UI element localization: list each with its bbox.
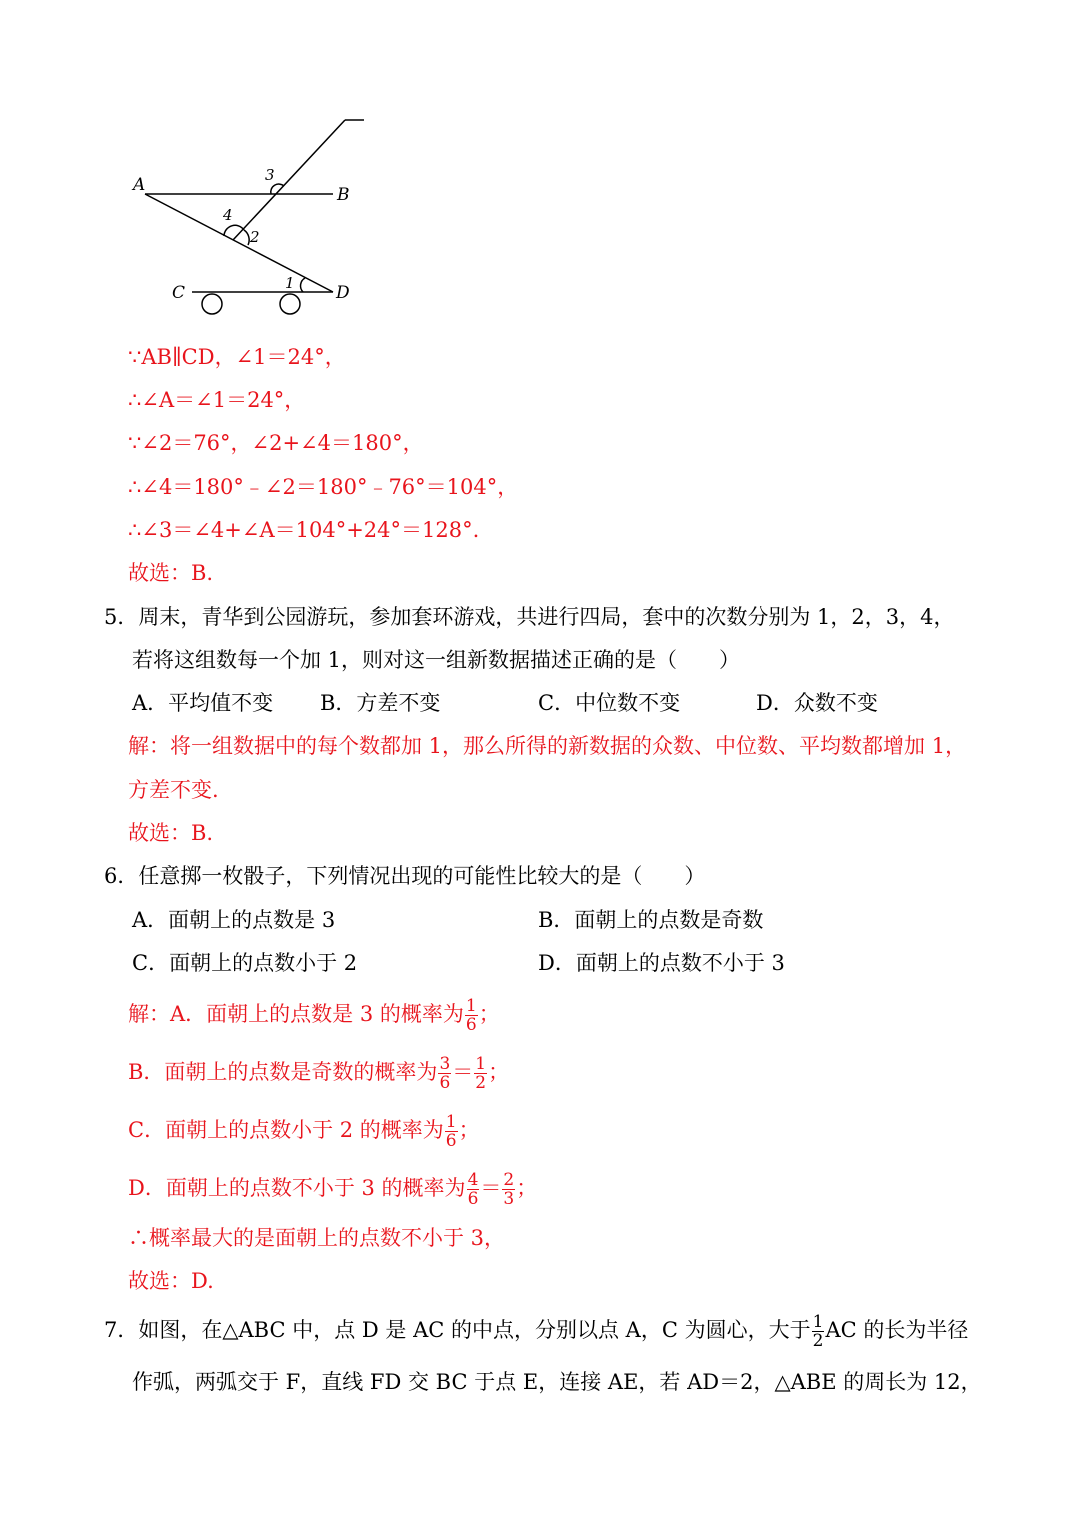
label-angle-4: 4: [223, 206, 233, 224]
fraction-denominator: 3: [503, 1189, 515, 1209]
q5-solution-line-1: 解：将一组数据中的每个数都加 1，那么所得的新数据的众数、中位数、平均数都增加 1，: [128, 734, 967, 758]
fraction-numerator: 1: [445, 1112, 457, 1132]
q6-option-d: D．面朝上的点数不小于 3: [538, 951, 785, 975]
fraction: [502, 1171, 515, 1208]
label-b: B: [337, 185, 350, 205]
q6-solution-a-text: 解：A．面朝上的点数是 3 的概率为: [128, 1002, 464, 1026]
q6-solution-d-text: D．面朝上的点数不小于 3 的概率为: [128, 1176, 466, 1200]
fraction-numerator: 1: [812, 1312, 824, 1332]
fraction-denominator: 6: [445, 1131, 457, 1151]
fraction: [467, 1171, 480, 1208]
equals-sign: ＝: [480, 1176, 502, 1200]
q5-option-d: D．众数不变: [756, 691, 878, 715]
wheel-right: [280, 294, 300, 314]
semicolon: ；: [516, 1176, 538, 1200]
q5-option-b: B．方差不变: [320, 691, 441, 715]
label-angle-2: 2: [250, 228, 260, 246]
semicolon: ；: [458, 1118, 480, 1142]
arc-angle-2: [244, 230, 249, 245]
fraction-numerator: 3: [439, 1054, 451, 1074]
q6-solution-b: [128, 1054, 509, 1092]
q6-answer: 故选：D.: [128, 1269, 214, 1293]
equals-sign: ＝: [452, 1060, 474, 1084]
wheel-left: [202, 294, 222, 314]
q5-option-c: C．中位数不变: [538, 691, 681, 715]
transversal-up: [233, 120, 345, 240]
q5-stem-line-2: 若将这组数每一个加 1，则对这一组新数据描述正确的是（ ）: [132, 648, 741, 672]
q7-stem-line-1: [104, 1312, 968, 1350]
q4-solution-line-5: ∴∠3＝∠4+∠A＝104°+24°＝128°.: [128, 518, 480, 542]
q4-solution-line-4: ∴∠4＝180°﹣∠2＝180°﹣76°＝104°，: [128, 475, 519, 499]
fraction-numerator: 4: [467, 1170, 479, 1190]
q6-stem: 6．任意掷一枚骰子，下列情况出现的可能性比较大的是（ ）: [104, 864, 706, 888]
q7-stem-text-b: AC 的长为半径: [825, 1318, 969, 1342]
arc-angle-1: [301, 278, 305, 292]
q6-solution-c: [128, 1112, 480, 1150]
q6-solution-a: [128, 996, 500, 1034]
q6-solution-b-text: B．面朝上的点数是奇数的概率为: [128, 1060, 438, 1084]
q4-solution-line-3: ∵∠2＝76°，∠2+∠4＝180°，: [128, 431, 424, 455]
q4-solution-line-2: ∴∠A＝∠1＝24°，: [128, 388, 306, 412]
label-angle-3: 3: [265, 166, 275, 184]
q7-stem-text-a: 7．如图，在△ABC 中，点 D 是 AC 的中点，分别以点 A，C 为圆心，大于: [104, 1318, 811, 1342]
q6-option-b: B．面朝上的点数是奇数: [538, 908, 764, 932]
label-c: C: [172, 283, 186, 303]
q4-solution-line-1: ∵AB∥CD，∠1＝24°，: [128, 345, 346, 369]
transversal-ad: [145, 194, 333, 292]
fraction: [812, 1313, 825, 1350]
fraction-denominator: 6: [465, 1015, 477, 1035]
q6-solution-d: [128, 1170, 537, 1208]
q6-solution-c-text: C．面朝上的点数小于 2 的概率为: [128, 1118, 444, 1142]
fraction-denominator: 2: [812, 1331, 824, 1351]
fraction-denominator: 6: [467, 1189, 479, 1209]
fraction-denominator: 6: [439, 1073, 451, 1093]
semicolon: ；: [488, 1060, 510, 1084]
fraction: [465, 997, 478, 1034]
fraction-numerator: 2: [503, 1170, 515, 1190]
q6-option-a: A．面朝上的点数是 3: [132, 908, 336, 932]
label-angle-1: 1: [285, 274, 295, 292]
q4-answer: 故选：B.: [128, 561, 214, 585]
geometry-figure: [125, 110, 375, 325]
q6-option-c: C．面朝上的点数小于 2: [132, 951, 358, 975]
fraction-numerator: 1: [475, 1054, 487, 1074]
q5-answer: 故选：B.: [128, 821, 214, 845]
q5-option-a: A．平均值不变: [132, 691, 274, 715]
label-d: D: [336, 283, 350, 303]
fraction-numerator: 1: [465, 996, 477, 1016]
fraction: [445, 1113, 458, 1150]
semicolon: ；: [478, 1002, 500, 1026]
q5-stem-line-1: 5．周末，青华到公园游玩，参加套环游戏，共进行四局，套中的次数分别为 1，2，3，4，: [104, 605, 955, 629]
label-a: A: [133, 175, 146, 195]
fraction-denominator: 2: [475, 1073, 487, 1093]
q6-conclusion: ∴概率最大的是面朝上的点数不小于 3，: [128, 1226, 506, 1250]
q7-stem-line-2: 作弧，两弧交于 F，直线 FD 交 BC 于点 E，连接 AE，若 AD＝2，△ABE 的周长为 12，: [132, 1370, 982, 1394]
q5-solution-line-2: 方差不变.: [128, 778, 219, 802]
fraction: [438, 1055, 451, 1092]
fraction: [474, 1055, 487, 1092]
